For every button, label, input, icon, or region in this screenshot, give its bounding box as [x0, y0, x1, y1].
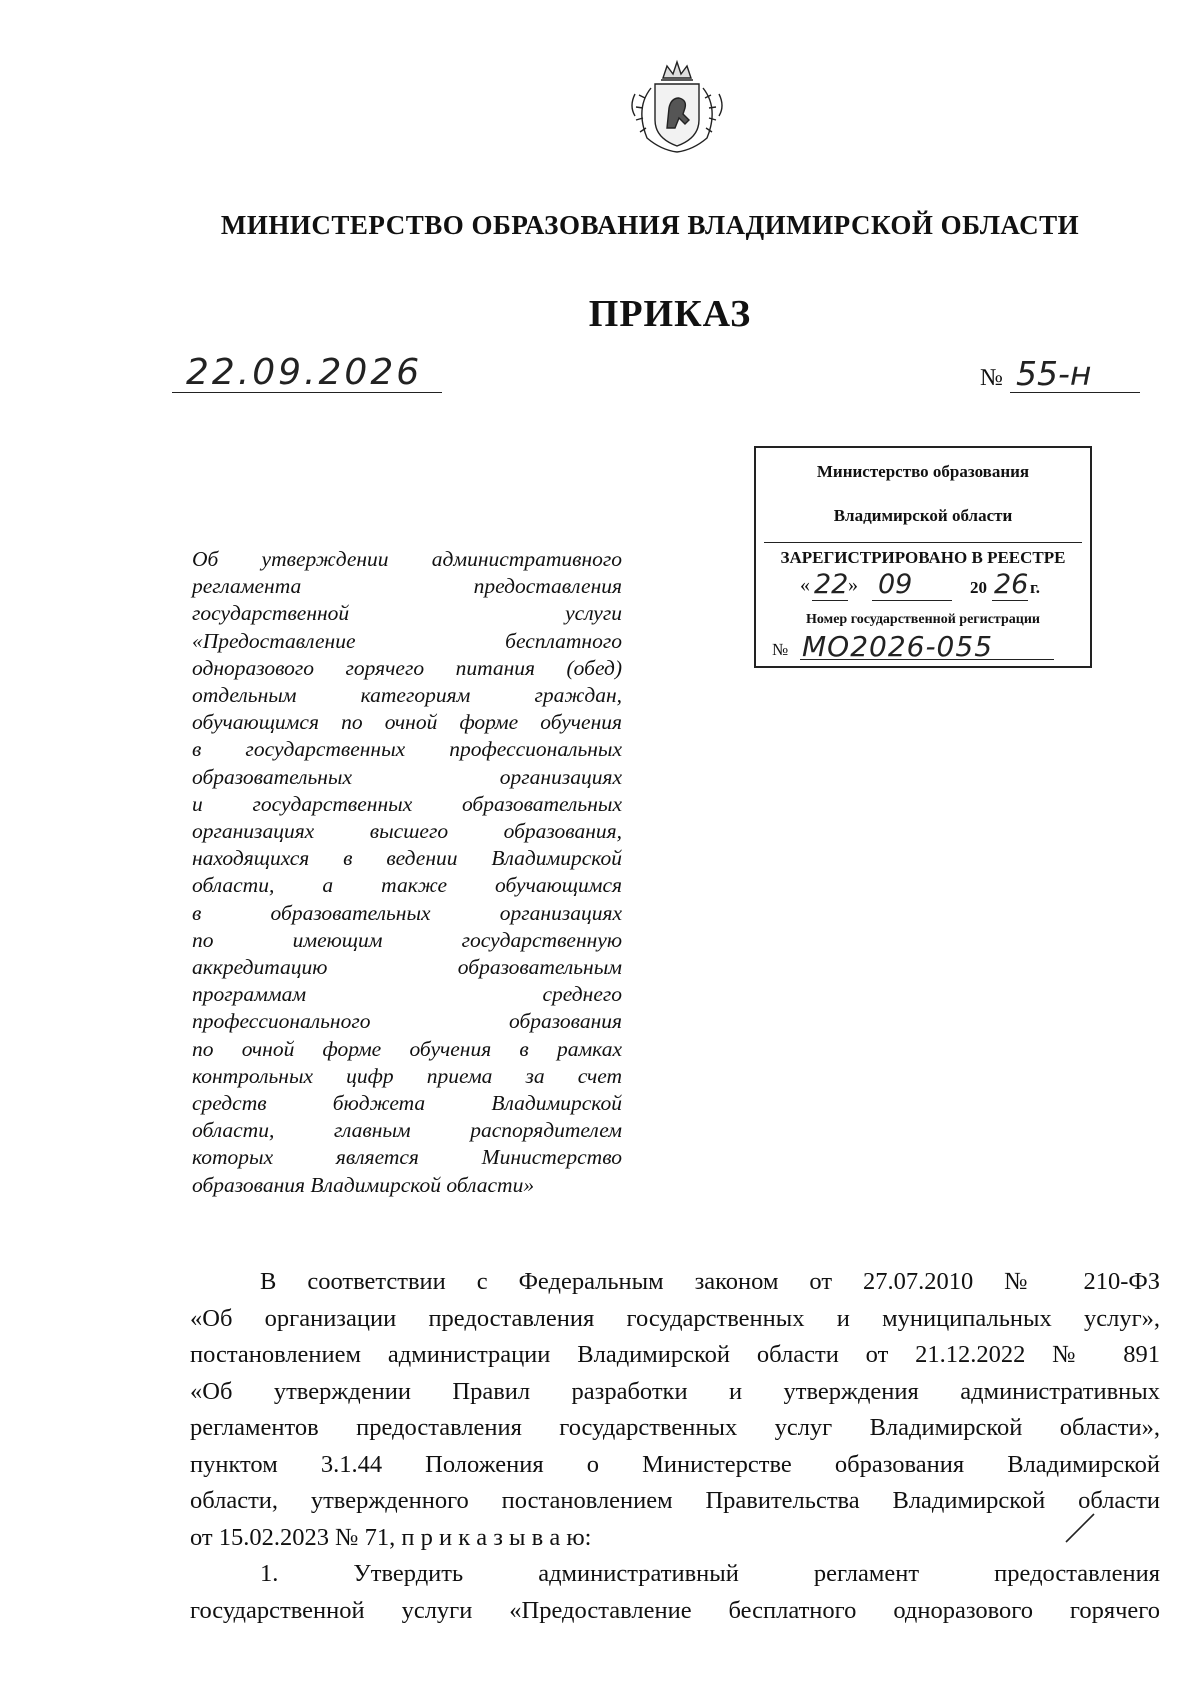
stamp-registered-label: ЗАРЕГИСТРИРОВАНО В РЕЕСТРЕ [780, 548, 1066, 567]
title-line: по имеющим государственную [192, 927, 622, 952]
stamp-year: 26 [994, 569, 1029, 600]
stamp-divider [764, 542, 1082, 543]
title-line: и государственных образовательных [192, 791, 622, 816]
order-number: 55-н [1016, 354, 1092, 393]
stamp-registration-number: МО2026-055 [802, 630, 994, 663]
title-line: «Предоставление бесплатного [192, 628, 622, 653]
order-title-block [192, 546, 622, 1199]
title-line: регламента предоставления [192, 574, 622, 599]
coat-of-arms-icon [625, 58, 730, 154]
title-line: в государственных профессиональных [192, 737, 622, 762]
ministry-name: МИНИСТЕРСТВО ОБРАЗОВАНИЯ ВЛАДИМИРСКОЙ ОБЛАСТИ [220, 210, 1080, 240]
title-line: профессионального образования [192, 1009, 622, 1034]
title-line: контрольных цифр приема за счет [192, 1063, 622, 1088]
number-underline [1010, 392, 1140, 393]
stamp-region-line: Владимирской области [833, 506, 1013, 525]
title-line: средств бюджета Владимирской [192, 1091, 622, 1116]
order-body [190, 1264, 1160, 1629]
title-line: по очной форме обучения в рамках [192, 1036, 622, 1061]
stamp-day: 22 [814, 569, 849, 600]
title-line: аккредитацию образовательным [192, 955, 622, 980]
stamp-ministry-line: Министерство образования [816, 462, 1030, 481]
registration-stamp [754, 446, 1092, 668]
title-line: Об утверждении административного [192, 547, 622, 571]
stamp-month-underline [872, 600, 952, 601]
stamp-century: 20 [970, 578, 987, 597]
stamp-year-underline [992, 600, 1028, 601]
title-line: находящихся в ведении Владимирской [192, 846, 622, 871]
body-line: В соответствии с Федеральным законом от 27.07.2010 № 210-ФЗ [260, 1268, 1160, 1295]
title-line: одноразового горячего питания (обед) [192, 655, 622, 680]
body-line: 1. Утвердить административный регламент предоставления [260, 1560, 1160, 1587]
stamp-number-sign: № [772, 640, 789, 659]
title-line: образовательных организациях [192, 764, 622, 789]
body-line: пунктом 3.1.44 Положения о Министерстве образования Владимирской [190, 1450, 1160, 1478]
stamp-number-label: Номер государственной регистрации [806, 612, 1040, 627]
date-underline [172, 392, 442, 393]
title-line: области, главным распорядителем [192, 1118, 622, 1143]
stamp-open-quote: « [800, 574, 810, 596]
body-line: регламентов предоставления государственных услуг Владимирской области», [190, 1414, 1160, 1441]
title-line: отдельным категориям граждан, [192, 683, 622, 708]
body-line: государственной услуги «Предоставление бесплатного одноразового горячего [190, 1596, 1160, 1624]
order-number-label: № [980, 365, 1003, 391]
title-line: государственной услуги [192, 601, 622, 626]
document-type-title: ПРИКАЗ [588, 293, 752, 335]
stamp-month: 09 [878, 569, 913, 600]
title-line: организациях высшего образования, [192, 819, 622, 844]
check-mark-icon [1060, 1508, 1100, 1548]
title-line: программам среднего [192, 982, 622, 1007]
title-line: образования Владимирской области» [192, 1172, 535, 1197]
body-line: «Об утверждении Правил разработки и утверждения административных [190, 1377, 1160, 1405]
stamp-close-quote: » [848, 574, 858, 596]
title-line: области, а также обучающимся [192, 873, 622, 898]
body-line: «Об организации предоставления государственных и муниципальных услуг», [190, 1304, 1160, 1332]
title-line: в образовательных организациях [192, 900, 622, 925]
stamp-number-underline [800, 659, 1054, 660]
body-line: от 15.02.2023 № 71, п р и к а з ы в а ю: [190, 1523, 592, 1551]
body-line: области, утвержденного постановлением Правительства Владимирской области [190, 1487, 1160, 1514]
title-line: которых является Министерство [192, 1145, 622, 1170]
stamp-year-suffix: г. [1030, 578, 1041, 597]
order-date: 22.09.2026 [186, 352, 423, 393]
body-line: постановлением администрации Владимирской области от 21.12.2022 № 891 [190, 1341, 1160, 1368]
stamp-day-underline [812, 600, 848, 601]
title-line: обучающимся по очной форме обучения [192, 710, 622, 735]
